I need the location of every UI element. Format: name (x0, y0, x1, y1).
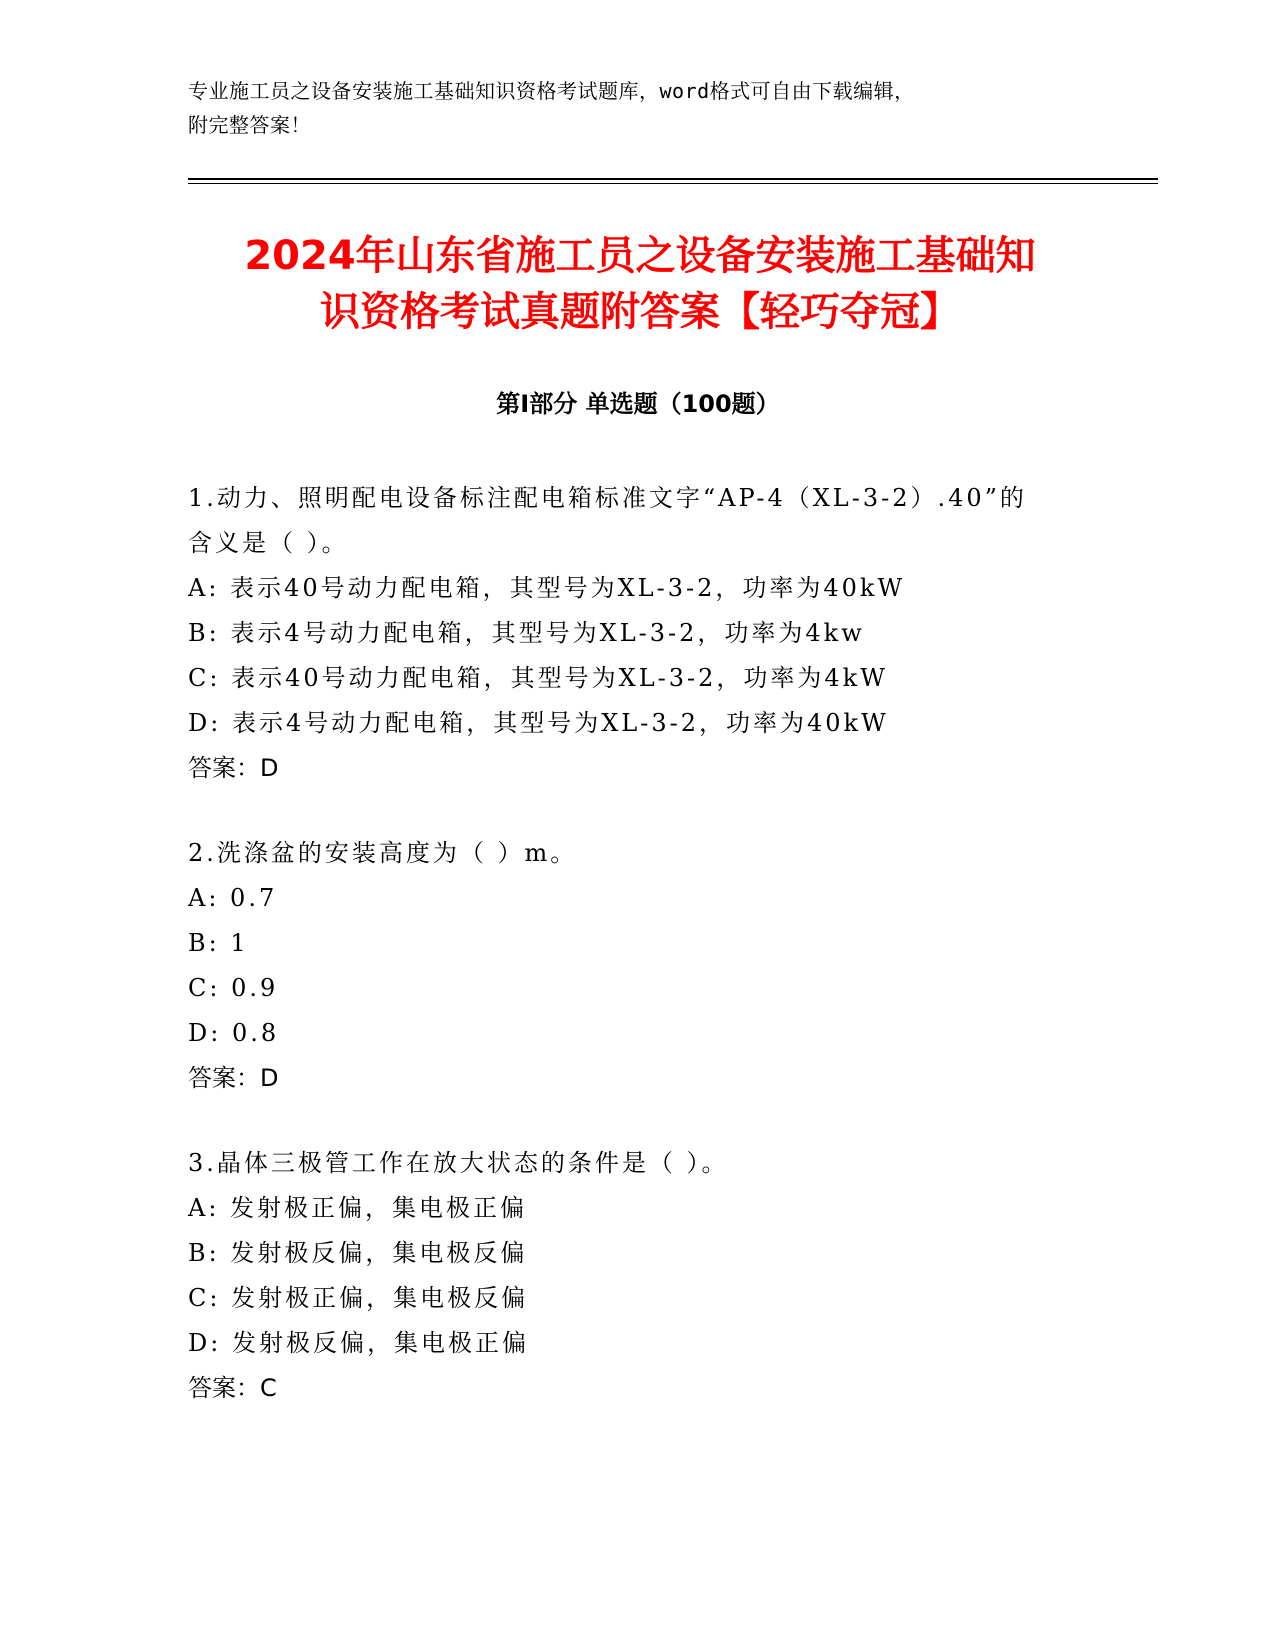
document-title (160, 228, 1120, 340)
header-note-line-2: 附完整答案！ (188, 113, 311, 137)
option-list (188, 566, 1088, 746)
question-3 (188, 1141, 1088, 1411)
document-title-line-1: 2024年山东省施工员之设备安装施工基础知 (244, 233, 1036, 279)
option-a: A: 表示40号动力配电箱，其型号为XL-3-2，功率为40kW (188, 574, 906, 602)
option-d: D: 表示4号动力配电箱，其型号为XL-3-2，功率为40kW (188, 709, 889, 737)
option-list (188, 876, 1088, 1056)
section-title: 第Ⅰ部分 单选题（100题） (496, 390, 780, 418)
question-2 (188, 831, 1088, 1101)
option-a: A: 0.7 (188, 884, 278, 912)
question-stem-continued: 含义是（ ）。 (188, 529, 349, 557)
question-1 (188, 476, 1088, 791)
answer: 答案：D (188, 754, 279, 782)
question-list (188, 476, 1088, 1451)
answer: 答案：C (188, 1374, 277, 1402)
option-list (188, 1186, 1088, 1366)
option-b: B: 发射极反偏，集电极反偏 (188, 1239, 528, 1267)
header-rule-thin (188, 183, 1158, 184)
option-c: C: 表示40号动力配电箱，其型号为XL-3-2，功率为4kW (188, 664, 888, 692)
option-c: C: 0.9 (188, 974, 279, 1002)
option-d: D: 0.8 (188, 1019, 280, 1047)
header-note (188, 74, 1068, 142)
option-b: B: 表示4号动力配电箱，其型号为XL-3-2，功率为4kw (188, 619, 865, 647)
question-stem: 2.洗涤盆的安装高度为（ ）m。 (188, 839, 578, 867)
option-b: B: 1 (188, 929, 249, 957)
option-a: A: 发射极正偏，集电极正偏 (188, 1194, 528, 1222)
answer: 答案：D (188, 1064, 279, 1092)
question-stem: 3.晶体三极管工作在放大状态的条件是（ ）。 (188, 1149, 729, 1177)
option-d: D: 发射极反偏，集电极正偏 (188, 1329, 529, 1357)
header-note-line-1: 专业施工员之设备安装施工基础知识资格考试题库，word格式可自由下载编辑， (188, 79, 915, 103)
option-c: C: 发射极正偏，集电极反偏 (188, 1284, 529, 1312)
header-rule-thick (188, 178, 1158, 180)
question-stem: 1.动力、照明配电设备标注配电箱标准文字“AP-4（XL-3-2）.40”的 (188, 484, 1027, 512)
document-title-line-2: 识资格考试真题附答案【轻巧夺冠】 (320, 289, 960, 335)
